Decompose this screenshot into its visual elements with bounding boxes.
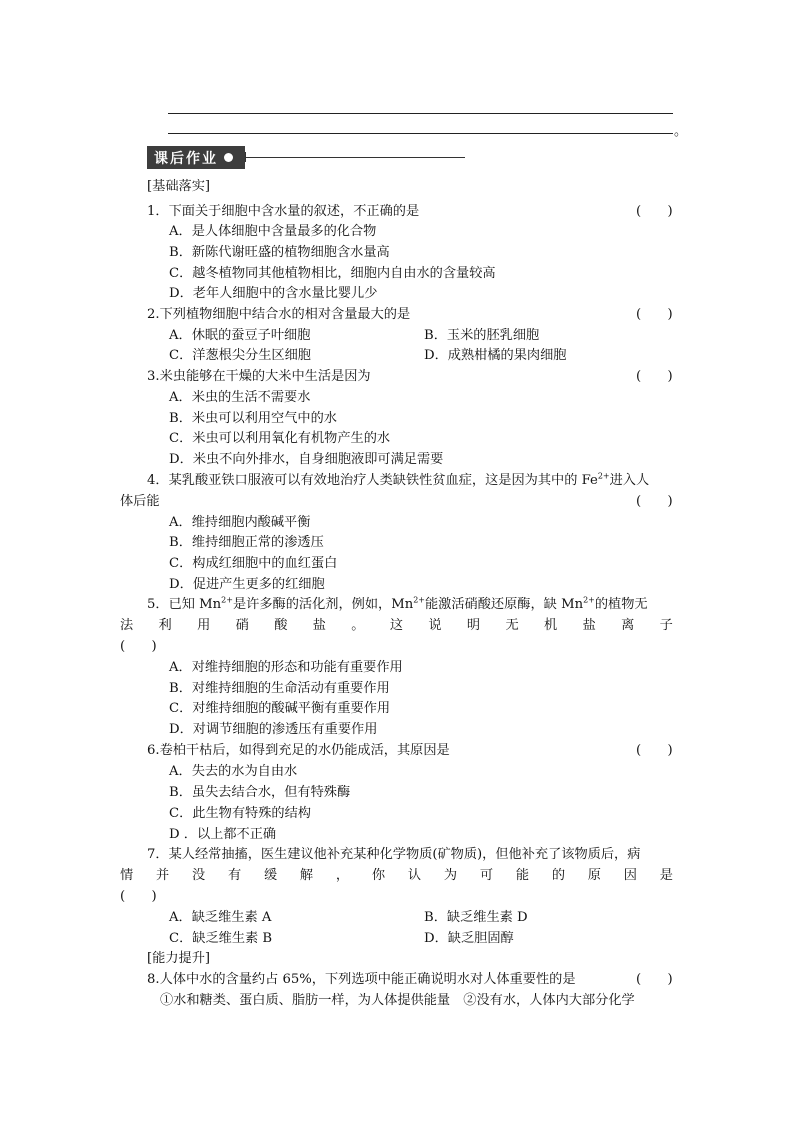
q5-stem-b: 是许多酶的活化剂，例如，Mn (232, 597, 414, 612)
q5-stem-c: 能激活硝酸还原酶，缺 Mn (425, 597, 584, 612)
q7-char: 有 (227, 868, 242, 883)
q3-answer-paren: ( ) (636, 369, 673, 384)
q7-char: 的 (551, 868, 565, 883)
q1-stem: 1．下面关于细胞中含水量的叙述，不正确的是 (147, 204, 420, 219)
q7-char: 因 (623, 868, 637, 883)
q7-char: 缓 (263, 868, 278, 883)
q5-char: 用 (197, 618, 211, 633)
q4-stem-part2: 进入人 (609, 473, 650, 488)
q6-stem: 6.卷柏干枯后，如得到充足的水仍能成活，其原因是 (147, 743, 450, 758)
q2-stem: 2.下列植物细胞中结合水的相对含量最大的是 (147, 307, 411, 322)
q4-stem (147, 472, 649, 490)
q7-char: 是 (659, 868, 673, 883)
q3-option-d: D．米虫不向外排水，自身细胞液即可满足需要 (169, 452, 444, 467)
q6-option-d: D ．以上都不正确 (169, 827, 277, 842)
q7-char: 并 (155, 868, 170, 883)
q6-answer-paren: ( ) (636, 743, 673, 758)
q5-char: 机 (544, 618, 558, 633)
q4-option-d: D．促进产生更多的红细胞 (169, 577, 325, 592)
q3-option-b: B．米虫可以利用空气中的水 (169, 411, 337, 426)
q1-option-c: C．越冬植物同其他植物相比，细胞内自由水的含量较高 (169, 266, 496, 281)
q7-char: ， (335, 868, 350, 883)
q7-stem-line2 (120, 867, 673, 885)
q5-char: 这 (389, 618, 404, 633)
q2-option-d: D．成熟柑橘的果肉细胞 (424, 348, 567, 363)
q5-char: 盐 (582, 618, 596, 633)
q7-answer-paren: ( ) (120, 889, 157, 904)
section-ability: [能力提升] (147, 951, 211, 966)
q6-option-c: C．此生物有特殊的结构 (169, 806, 311, 821)
q5-stem-line2 (120, 617, 673, 635)
q7-char: 解 (299, 868, 314, 883)
q5-sup-3: 2+ (583, 595, 595, 605)
q4-option-b: B．维持细胞正常的渗透压 (169, 535, 324, 550)
q2-option-a: A．休眠的蚕豆子叶细胞 (169, 328, 311, 343)
q7-char: 原 (587, 868, 601, 883)
q5-char: 。 (351, 618, 365, 633)
q1-option-a: A．是人体细胞中含量最多的化合物 (169, 224, 377, 239)
q6-option-a: A．失去的水为自由水 (169, 764, 298, 779)
q5-option-b: B．对维持细胞的生命活动有重要作用 (169, 681, 390, 696)
q7-char: 你 (371, 868, 386, 883)
q5-option-d: D．对调节细胞的渗透压有重要作用 (169, 722, 378, 737)
q7-option-a: A．缺乏维生素 A (169, 910, 272, 925)
header-title: 课后作业 (154, 150, 218, 167)
q5-char: 硝 (235, 618, 249, 633)
section-basic: [基础落实] (147, 179, 211, 194)
q5-answer-paren: ( ) (120, 639, 157, 654)
q5-char: 子 (659, 618, 673, 633)
q7-stem: 7．某人经常抽搐，医生建议他补充某种化学物质(矿物质)，但他补充了该物质后，病 (147, 847, 641, 862)
q7-char: 认 (407, 868, 422, 883)
q7-char: 可 (479, 868, 494, 883)
q5-stem-a: 5．已知 Mn (147, 597, 222, 612)
q6-option-b: B．虽失去结合水，但有特殊酶 (169, 785, 351, 800)
trailing-period: 。 (674, 124, 688, 139)
q5-sup-1: 2+ (221, 595, 233, 605)
q4-stem-line2: 体后能 (120, 494, 160, 509)
q3-option-a: A．米虫的生活不需要水 (169, 390, 311, 405)
q4-option-a: A．维持细胞内酸碱平衡 (169, 515, 311, 530)
q5-char: 酸 (274, 618, 288, 633)
q1-option-d: D．老年人细胞中的含水量比婴儿少 (169, 286, 378, 301)
q4-stem-sup: 2+ (597, 471, 610, 481)
q7-option-c: C．缺乏维生素 B (169, 931, 273, 946)
q5-stem (147, 596, 648, 614)
q4-stem-part1: 4．某乳酸亚铁口服液可以有效地治疗人类缺铁性贫血症，这是因为其中的 Fe (147, 473, 598, 488)
q4-option-c: C．构成红细胞中的血红蛋白 (169, 556, 338, 571)
q5-sup-2: 2+ (413, 595, 425, 605)
q4-answer-paren: ( ) (636, 494, 673, 509)
q2-option-b: B．玉米的胚乳细胞 (424, 328, 540, 343)
q1-option-b: B．新陈代谢旺盛的植物细胞含水量高 (169, 245, 390, 260)
answer-rule-1 (168, 113, 673, 114)
q8-stem-line2: ①水和糖类、蛋白质、脂肪一样，为人体提供能量 ②没有水，人体内大部分化学 (160, 993, 635, 1008)
q5-char: 法 (120, 618, 134, 633)
q7-char: 没 (191, 868, 206, 883)
q5-stem-d: 的植物无 (594, 597, 648, 612)
homework-header-badge (147, 146, 245, 169)
header-divider (245, 157, 465, 158)
q7-char: 为 (443, 868, 458, 883)
q5-option-c: C．对维持细胞的酸碱平衡有重要作用 (169, 701, 391, 716)
q5-char: 无 (505, 618, 519, 633)
answer-rule-2 (168, 133, 673, 134)
q5-char: 离 (621, 618, 635, 633)
q2-option-c: C．洋葱根尖分生区细胞 (169, 348, 311, 363)
q5-char: 盐 (312, 618, 326, 633)
q5-char: 利 (158, 618, 172, 633)
q5-char: 明 (466, 618, 481, 633)
q7-option-d: D．缺乏胆固醇 (424, 931, 514, 946)
q7-option-b: B．缺乏维生素 D (424, 910, 528, 925)
q8-answer-paren: ( ) (636, 972, 673, 987)
q5-option-a: A．对维持细胞的形态和功能有重要作用 (169, 660, 403, 675)
q2-answer-paren: ( ) (636, 307, 673, 322)
q1-answer-paren: ( ) (636, 204, 673, 219)
q3-option-c: C．米虫可以利用氧化有机物产生的水 (169, 431, 391, 446)
q8-stem: 8.人体中水的含量约占 65%，下列选项中能正确说明水对人体重要性的是 (147, 972, 576, 987)
q7-char: 能 (515, 868, 530, 883)
q3-stem: 3.米虫能够在干燥的大米中生活是因为 (147, 369, 371, 384)
q7-char: 情 (120, 868, 134, 883)
bullet-dot-icon (224, 153, 233, 162)
q5-char: 说 (428, 618, 442, 633)
